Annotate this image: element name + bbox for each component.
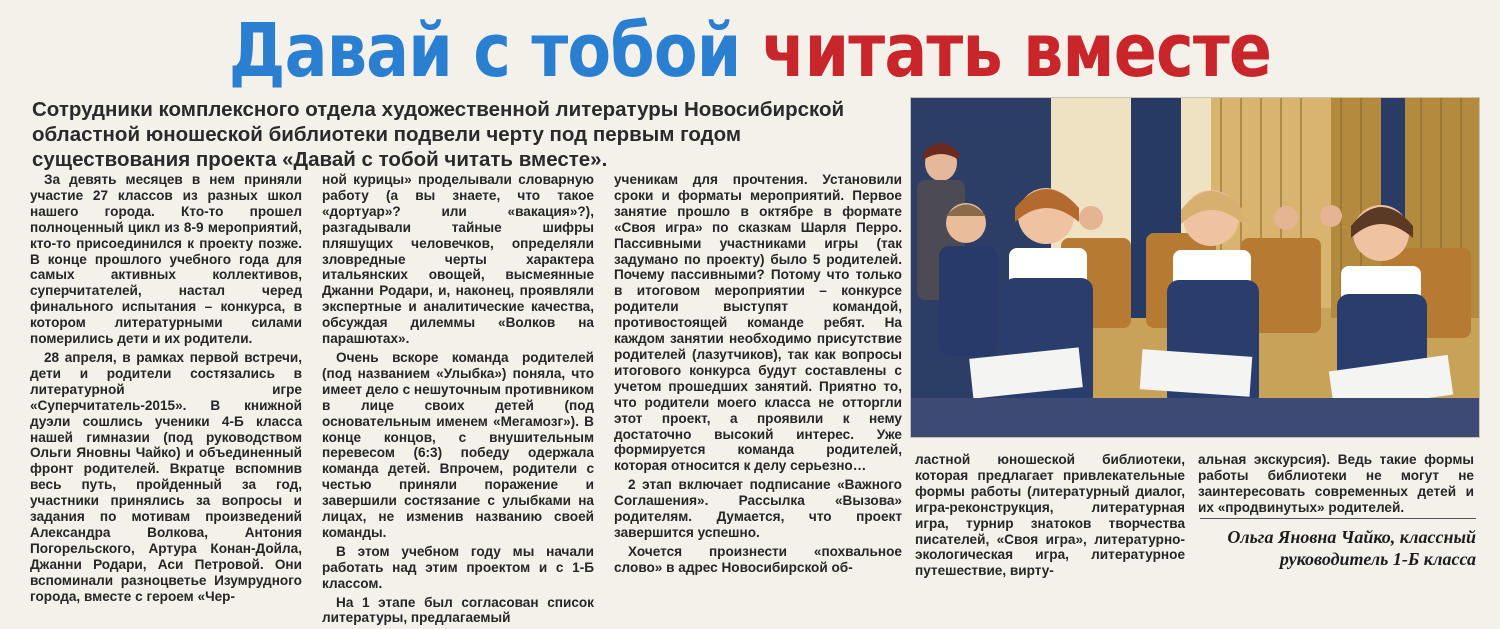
paragraph: 28 апреля, в рамках первой встречи, дети и родители состязались в литературной игре «Суперчитатель-2015». В книжной дуэли сошлись ученики 4-Б класса нашей гимназии (под руководством Ольги Яновны Чайко) и объединенный фронт родителей. Вкратце вспомнив весь путь, пройденный за год, участники принялись за вопросы и задания по мотивам произведений Александра Волкова, Антония Погорельского, Артура Конан-Дойла, Джанни Родари, Аси Петровой. Они вспоминали разноцветье Изумрудного города, вместе с героем «Чер-	[30, 349, 302, 604]
paragraph: Очень вскоре команда родителей (под названием «Улыбка») поняла, что имеет дело с нешуточным противником в лице своих детей (под основательным именем «Мегамозг»). В конце концов, с внушительным перевесом (6:3) победу одержала команда детей. Впрочем, родители с честью приняли поражение и завершили состязание с улыбками на лицах, не изменив названию своей команды.	[322, 349, 594, 540]
article-column-2	[322, 172, 594, 629]
headline	[105, 6, 1395, 96]
paragraph: На 1 этапе был согласован список литературы, предлагаемый	[322, 594, 594, 626]
paragraph: В этом учебном году мы начали работать над этим проектом и с 1-Б классом.	[322, 543, 594, 591]
paragraph: Хочется произнести «похвальное слово» в адрес Новосибирской об-	[614, 543, 902, 575]
article-column-3	[614, 172, 902, 579]
article-column-1	[30, 172, 302, 607]
article-column-5	[1198, 452, 1474, 519]
headline-part-red: читать вместе	[761, 8, 1272, 94]
paragraph: ластной юношеской библиотеки, которая предлагает привлекательные формы работы (литературный диалог, игра-реконструкция, литературная игра, турнир знатоков творчества писателей, «Своя игра», литературно-экологическая игра, литературное путешествие, вирту-	[915, 452, 1185, 579]
photo-illustration	[911, 98, 1479, 437]
classroom-photo	[910, 97, 1480, 438]
signature-divider	[1200, 518, 1476, 519]
lead-paragraph: Сотрудники комплексного отдела художественной литературы Новосибирской областной юношеской библиотеки подвели черту под первым годом существования проекта «Давай с тобой читать вместе».	[32, 98, 845, 171]
article-column-4	[915, 452, 1185, 582]
author-signature: Ольга Яновна Чайко, классный руководитель 1-Б класса	[1227, 527, 1476, 569]
paragraph: За девять месяцев в нем приняли участие 27 классов из разных школ нашего города. Кто-то прошел полноценный цикл из 8-9 мероприятий, кто-то присоединился к проекту позже. В конце прошлого учебного года для самых активных коллективов, суперчитателей, настал черед финального испытания – конкурса, в котором литературными силами померились дети и их родители.	[30, 172, 302, 347]
paragraph: альная экскурсия). Ведь такие формы работы библиотеки не могут не заинтересовать современных детей и их «продвинутых» родителей.	[1198, 452, 1474, 515]
paragraph: ной курицы» проделывали словарную работу (а вы знаете, что такое «дортуар»? или «вакация»?), разгадывали тайные шифры пляшущих человечков, определяли зловредные черты характера итальянских овощей, высмеянные Джанни Родари, и, наконец, проявляли экспертные и аналитические качества, обсуждая дилеммы «Волков на парашютах».	[322, 172, 594, 347]
paragraph: ученикам для прочтения. Установили сроки и форматы мероприятий. Первое занятие прошло в октябре в формате «Своя игра» по сказкам Шарля Перро. Пассивными участниками игры (так задумано по проекту) было 5 родителей. Почему пассивными? Потому что только в итоговом мероприятии – конкурсе родители выступят командой, противостоящей команде ребят. На каждом занятии необходимо присутствие родителей (лазутчиков), так как вопросы итогового конкурса будут составлены с учетом прошедших занятий. Приятно то, что родители моего класса не отторгли этот проект, а проявили к нему достаточно высокий интерес. Уже формируется команда родителей, которая относится к делу серьезно…	[614, 172, 902, 474]
headline-part-blue: Давай с тобой	[228, 8, 741, 94]
paragraph: 2 этап включает подписание «Важного Соглашения». Рассылка «Вызова» родителям. Думается, что проект завершится успешно.	[614, 477, 902, 540]
